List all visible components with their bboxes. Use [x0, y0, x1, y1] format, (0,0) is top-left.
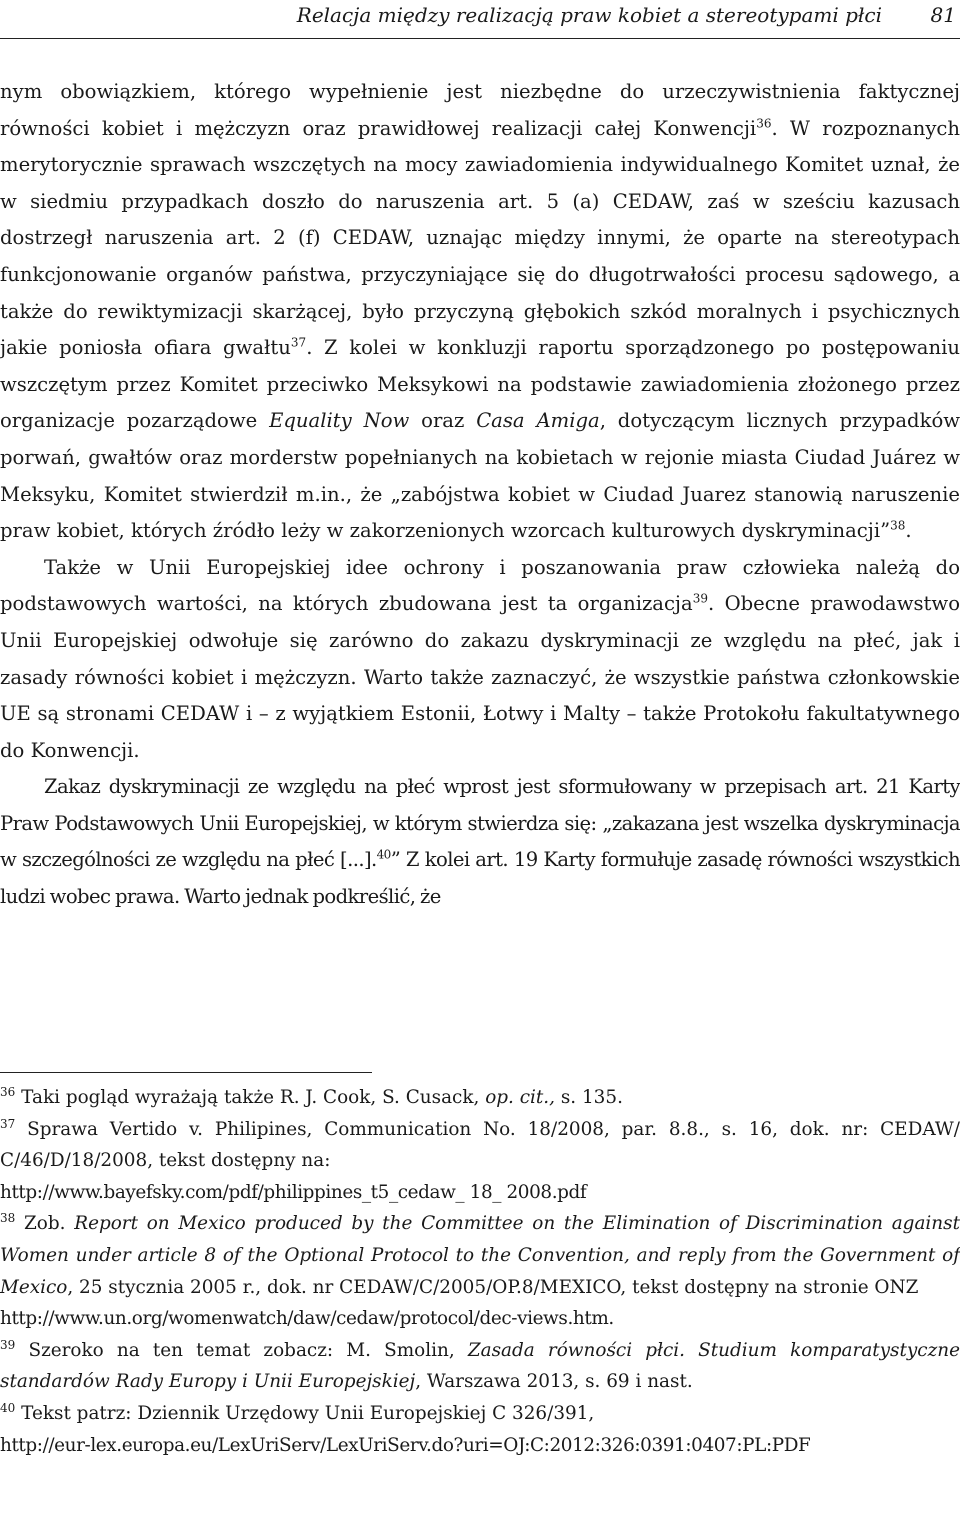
paragraph-1 [0, 74, 960, 550]
footnote-36 [0, 1082, 960, 1114]
text-run: Zakaz dyskryminacji ze względu na płeć wprost jest sformułowany w przepisach art. 21 Karty Praw Podstawowych Unii Europejskiej, w którym stwierdza się: „zakazana jest wszelka dyskryminacja w szczególności ze względu na płeć [...]. [0, 775, 960, 872]
footnote-number: 40 [0, 1400, 16, 1415]
main-text [0, 74, 960, 916]
footnote-number: 39 [0, 1337, 16, 1352]
text-run: Także w Unii Europejskiej idee ochrony i poszanowania praw człowieka należą do podstawowych wartości, na których zbudowana jest ta organizacja [0, 555, 960, 616]
header-divider [0, 38, 960, 39]
footnote-italic: op. cit., [485, 1087, 555, 1108]
footnote-italic: Zasada równości płci. Studium komparatystyczne standardów Rady Europy i Unii Europejskiej [0, 1339, 960, 1393]
footnote-number: 37 [0, 1116, 16, 1131]
text-run: nym obowiązkiem, którego wypełnienie jest niezbędne do urzeczywistnienia faktycznej równości kobiet i mężczyzn oraz prawidłowej realizacji całej Konwencji [0, 80, 960, 140]
text-run: . [905, 519, 912, 543]
text-run: , dotyczącym licznych przypadków porwań, gwałtów oraz morderstw popełnianych na kobietach w rejonie miasta Ciudad Juárez w Meksyku, Komitet stwierdził m.in., że „zabójstwa kobiet w Ciudad Juarez stanowią naruszenie praw kobiet, których źródło leży w zakorzenionych wzorcach kulturowych dyskryminacji” [0, 409, 960, 543]
footnote-ref-38: 38 [890, 518, 906, 533]
footnote-url: http://www.un.org/womenwatch/daw/cedaw/protocol/dec-views.htm. [0, 1308, 614, 1330]
footnote-text: , 25 stycznia 2005 r., dok. nr CEDAW/C/2005/OP.8/MEXICO, tekst dostępny na stronie ONZ [67, 1276, 919, 1298]
text-run: oraz [409, 409, 477, 433]
text-run: . W rozpoznanych merytorycznie sprawach wszczętych na mocy zawiadomienia indywidualnego Komitet uznał, że w siedmiu przypadkach doszło do naruszenia art. 5 (a) CEDAW, zaś w sześciu kazusach dostrzegł naruszenia art. 2 (f) CEDAW, uznając między innymi, że oparte na stereotypach funkcjonowanie organów państwa, przyczyniające się do długotrwałości procesu sądowego, a także do rewiktymizacji skarżącej, było przyczyną głębokich szkód moralnych i psychicznych jakie poniosła ofiara gwałtu [0, 116, 960, 360]
footnote-divider [0, 1072, 372, 1073]
footnote-39 [0, 1335, 960, 1398]
paragraph-3 [0, 769, 960, 915]
running-title: Relacja między realizacją praw kobiet a stereotypami płci [296, 3, 882, 27]
footnote-37 [0, 1114, 960, 1209]
footnote-number: 38 [0, 1211, 16, 1226]
footnote-38 [0, 1208, 960, 1334]
footnote-text: Sprawa Vertido v. Philipines, Communication No. 18/2008, par. 8.8., s. 16, dok. nr: CEDAW/ C/46/D/18/2008, tekst dostępny na: [0, 1118, 960, 1172]
org-name-italic: Casa Amiga [476, 409, 600, 433]
footnotes [0, 1082, 960, 1461]
footnote-text: , Warszawa 2013, s. 69 i nast. [415, 1371, 693, 1393]
footnote-text: s. 135. [555, 1087, 623, 1108]
footnote-text: Taki pogląd wyrażają także R. J. Cook, S. Cusack, [21, 1087, 486, 1108]
footnote-text: Szeroko na ten temat zobacz: M. Smolin, [28, 1339, 468, 1361]
footnote-text: Zob. [24, 1213, 75, 1235]
footnote-url: http://eur-lex.europa.eu/LexUriServ/LexUriServ.do?uri=OJ:C:2012:326:0391:0407:PL:PDF [0, 1434, 811, 1456]
footnote-ref-40: 40 [376, 847, 391, 862]
footnote-text: Tekst patrz: Dziennik Urzędowy Unii Europejskiej C 326/391, [21, 1402, 595, 1424]
footnote-italic: Report on Mexico produced by the Committee on the Elimination of Discrimination against Women under article 8 of the Optional Protocol to the Convention, and reply from the Government of Mexico [0, 1213, 960, 1298]
footnote-40 [0, 1398, 960, 1461]
page-number: 81 [930, 3, 956, 27]
footnote-ref-37: 37 [290, 335, 307, 350]
footnote-ref-39: 39 [692, 591, 708, 606]
text-run: . Z kolei w konkluzji raportu sporządzonego po postępowaniu wszczętym przez Komitet przeciwko Meksykowi na podstawie zawiadomienia złożonego przez organizacje pozarządowe [0, 336, 960, 433]
footnote-ref-36: 36 [756, 116, 772, 131]
org-name-italic: Equality Now [269, 409, 410, 433]
text-run: ” Z kolei art. 19 Karty formułuje zasadę równości wszystkich ludzi wobec prawa. Warto jednak podkreślić, że [0, 848, 960, 909]
footnote-url: http://www.bayefsky.com/pdf/philippines_t5_cedaw_ 18_ 2008.pdf [0, 1181, 587, 1203]
footnote-number: 36 [0, 1084, 16, 1099]
text-run: . Obecne prawodawstwo Unii Europejskiej odwołuje się zarówno do zakazu dyskryminacji ze względu na płeć, jak i zasady równości kobiet i mężczyzn. Warto także zaznaczyć, że wszystkie państwa członkowskie UE są stronami CEDAW i – z wyjątkiem Estonii, Łotwy i Malty – także Protokołu fakultatywnego do Konwencji. [0, 592, 960, 762]
running-header [0, 0, 960, 30]
paragraph-2 [0, 550, 960, 770]
